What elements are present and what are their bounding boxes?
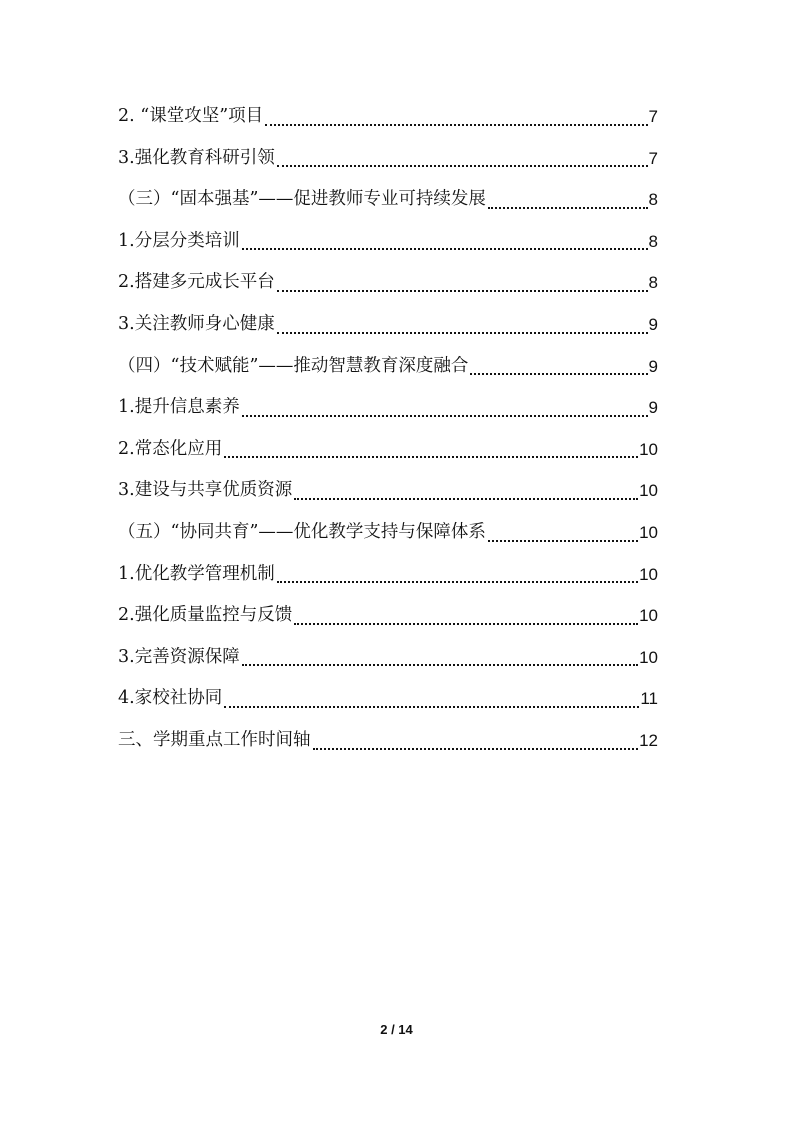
toc-entry-page: 7	[648, 107, 658, 126]
toc-entry-page: 10	[639, 647, 658, 667]
toc-entry-page: 9	[648, 314, 658, 334]
toc-entry-title: （三）“固本强基”——促进教师专业可持续发展	[118, 189, 486, 210]
toc-dot-leader	[277, 290, 648, 292]
toc-entry[interactable]	[118, 637, 658, 679]
toc-dot-leader	[277, 165, 648, 167]
page-number: 2 / 14	[380, 1022, 413, 1037]
toc-entry-page: 10	[639, 439, 658, 459]
toc-entry[interactable]	[118, 554, 658, 596]
toc-entry-title: 3.强化教育科研引领	[118, 147, 275, 168]
toc-dot-leader	[294, 623, 638, 625]
toc-entry-title: 2.常态化应用	[118, 438, 223, 459]
toc-entry[interactable]	[118, 678, 658, 720]
toc-entry-title: 2. “课堂攻坚”项目	[118, 106, 264, 126]
toc-entry-page: 7	[648, 148, 658, 168]
toc-section-entry[interactable]	[118, 512, 658, 554]
toc-entry-page: 9	[648, 356, 658, 376]
toc-entry-page: 10	[639, 522, 658, 542]
toc-dot-leader	[277, 581, 638, 583]
toc-entry-title: 1.分层分类培训	[118, 230, 240, 251]
toc-entry-title: 2.搭建多元成长平台	[118, 272, 275, 293]
toc-entry-page: 8	[648, 231, 658, 251]
toc-entry-title: 2.强化质量监控与反馈	[118, 605, 293, 626]
toc-entry[interactable]	[118, 595, 658, 637]
toc-dot-leader	[224, 706, 639, 708]
toc-entry-title: 3.建设与共享优质资源	[118, 480, 293, 501]
toc-entry[interactable]	[118, 221, 658, 263]
toc-entry-title: 3.关注教师身心健康	[118, 313, 275, 334]
toc-entry-title: 1.提升信息素养	[118, 397, 240, 418]
table-of-contents	[118, 96, 658, 762]
toc-dot-leader	[294, 498, 638, 500]
toc-entry-page: 10	[639, 606, 658, 626]
toc-entry-title: 3.完善资源保障	[118, 646, 240, 667]
toc-entry-page: 12	[639, 730, 658, 750]
toc-chapter-entry[interactable]	[118, 720, 658, 762]
toc-entry[interactable]	[118, 138, 658, 180]
toc-entry-title: 三、学期重点工作时间轴	[118, 729, 311, 750]
toc-dot-leader	[242, 415, 648, 417]
toc-dot-leader	[242, 248, 648, 250]
toc-entry-title: （五）“协同共育”——优化教学支持与保障体系	[118, 521, 486, 542]
toc-entry-title: 1.优化教学管理机制	[118, 563, 275, 584]
toc-dot-leader	[242, 664, 638, 666]
toc-entry-page: 8	[648, 273, 658, 293]
toc-entry[interactable]	[118, 304, 658, 346]
toc-dot-leader	[224, 456, 638, 458]
toc-entry-page: 10	[639, 564, 658, 584]
toc-section-entry[interactable]	[118, 346, 658, 388]
toc-dot-leader	[265, 124, 647, 126]
toc-dot-leader	[470, 373, 647, 375]
toc-entry-page: 8	[648, 190, 658, 210]
toc-dot-leader	[488, 207, 648, 209]
toc-dot-leader	[277, 332, 648, 334]
toc-entry-title: 4.家校社协同	[118, 688, 223, 709]
toc-entry[interactable]	[118, 96, 658, 138]
toc-entry[interactable]	[118, 429, 658, 471]
toc-entry[interactable]	[118, 470, 658, 512]
toc-entry-page: 10	[639, 481, 658, 501]
toc-entry[interactable]	[118, 262, 658, 304]
toc-entry[interactable]	[118, 387, 658, 429]
toc-dot-leader	[488, 540, 638, 542]
toc-entry-page: 9	[648, 398, 658, 418]
toc-dot-leader	[313, 748, 639, 750]
toc-section-entry[interactable]	[118, 179, 658, 221]
toc-entry-page: 11	[640, 689, 658, 709]
toc-entry-title: （四）“技术赋能”——推动智慧教育深度融合	[118, 355, 469, 376]
